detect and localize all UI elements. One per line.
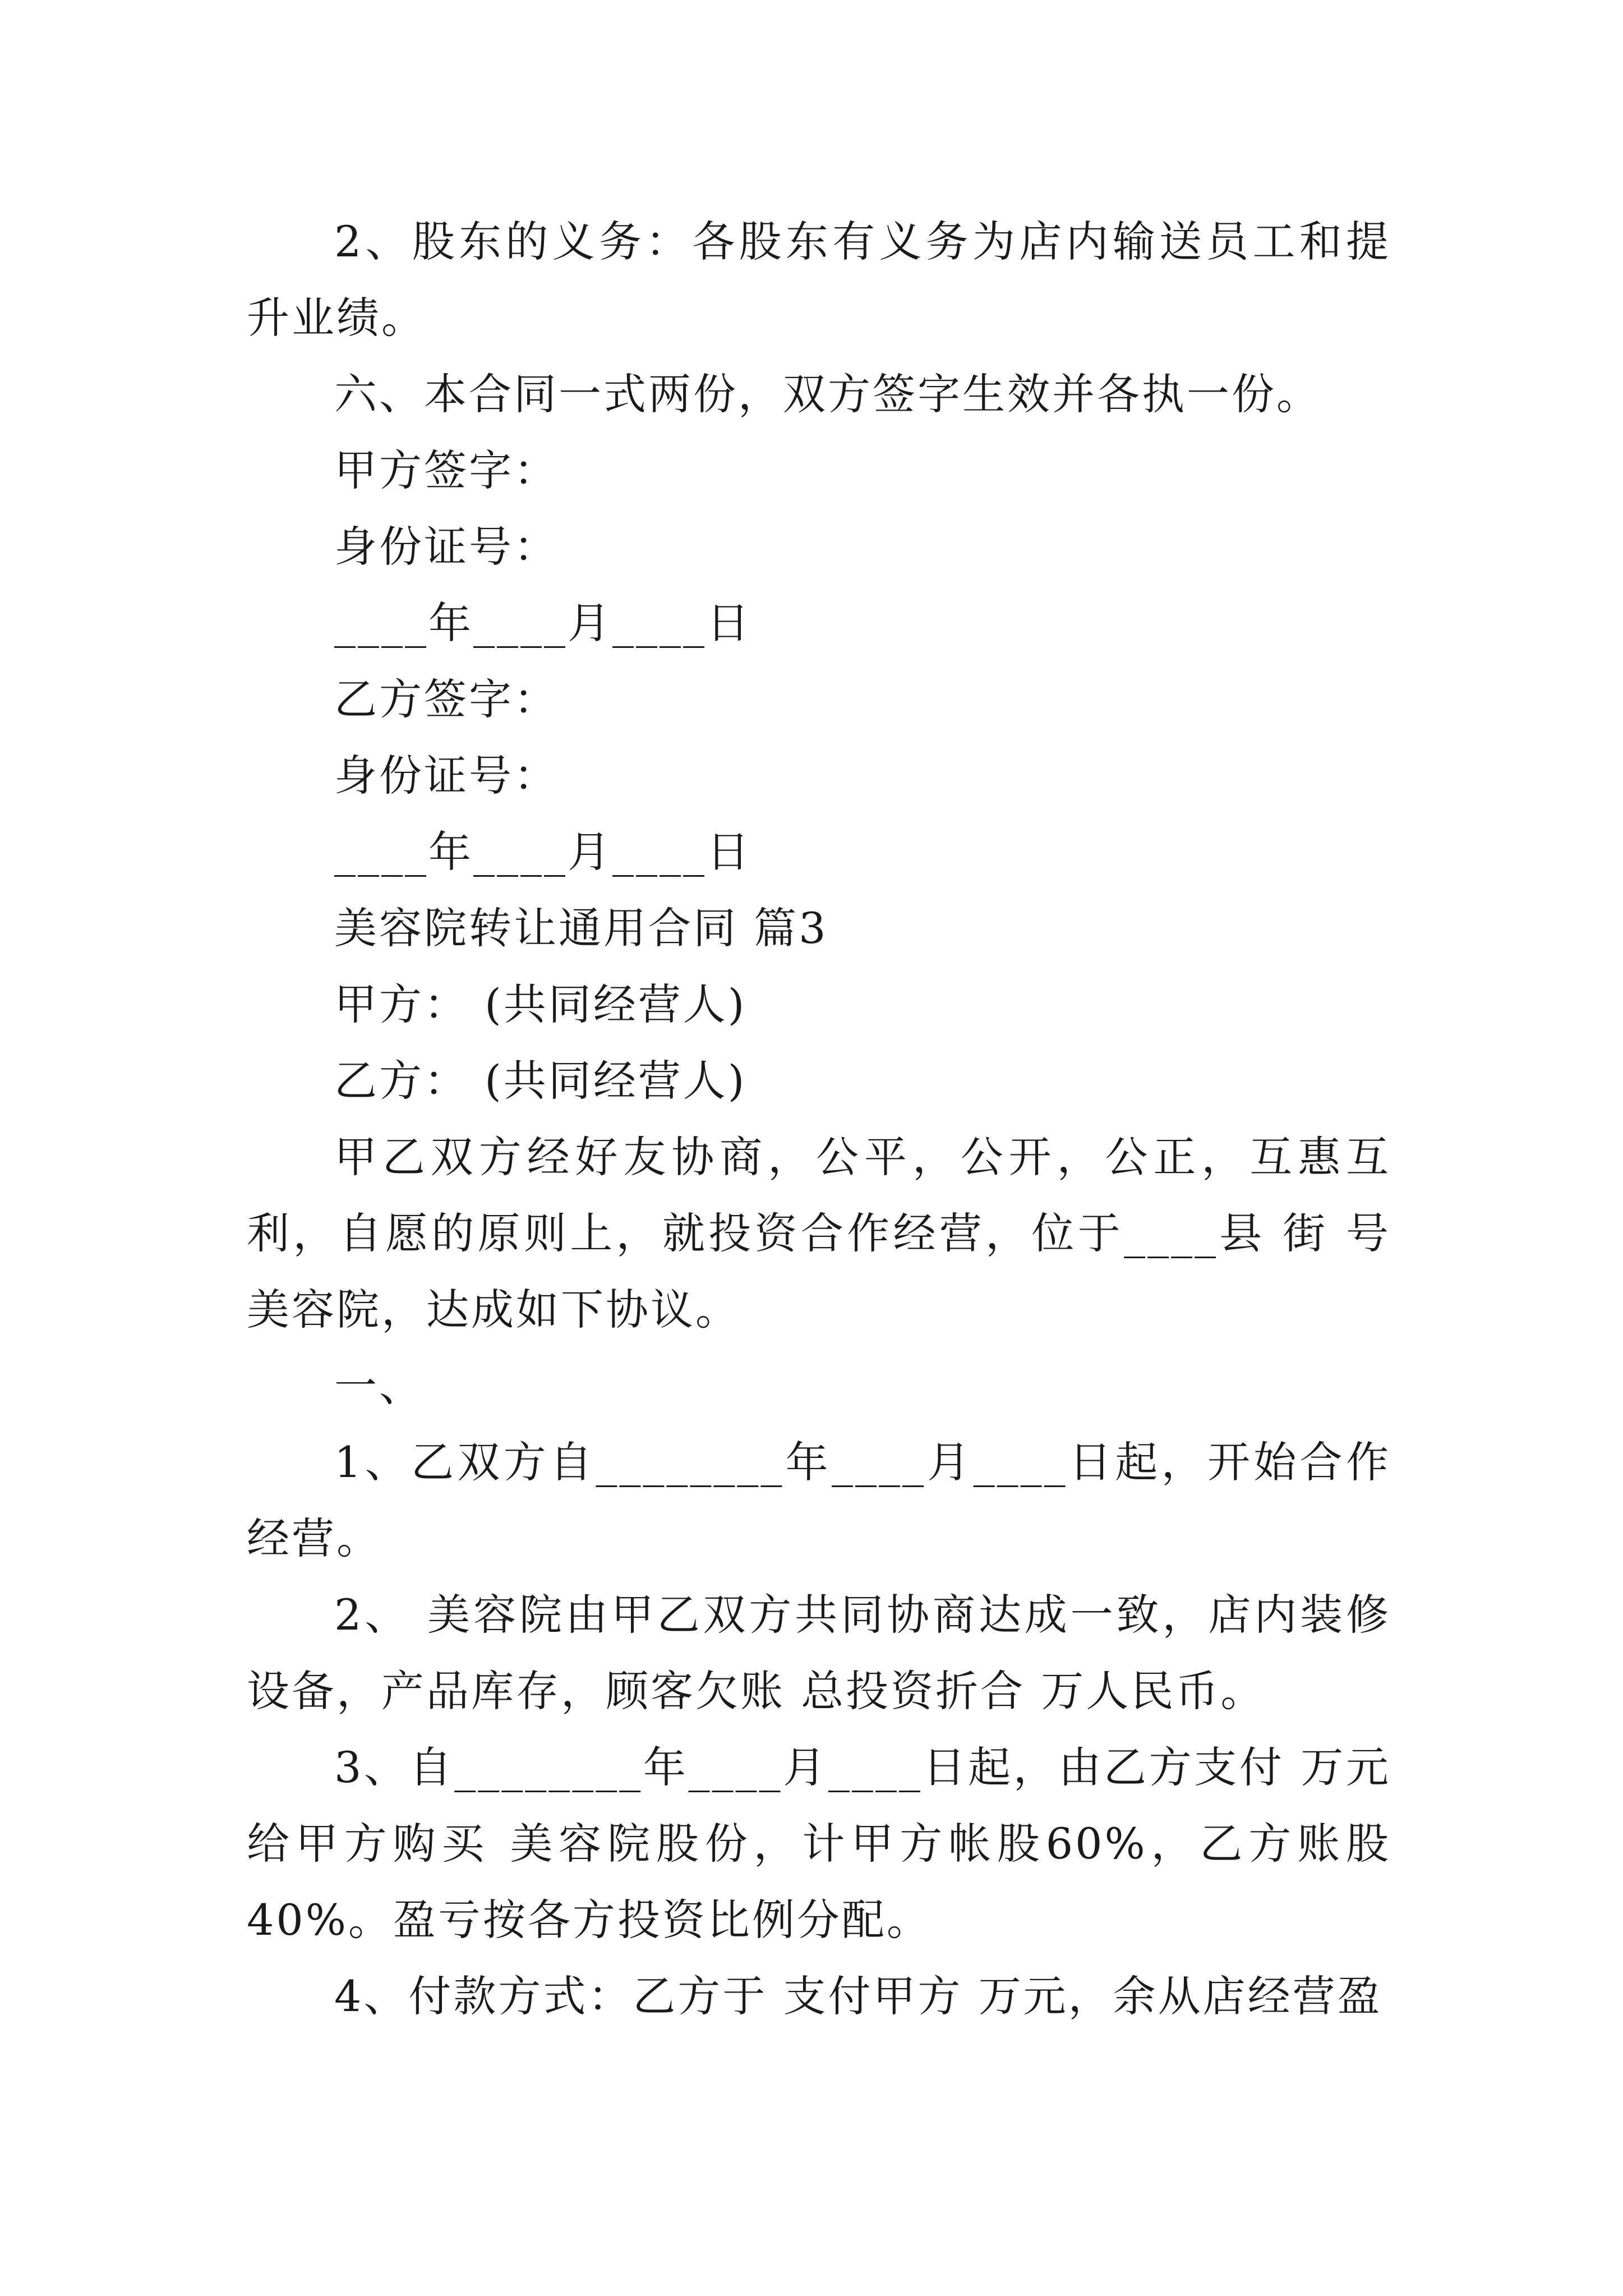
party-b-line: 乙方： (共同经营人) <box>334 1056 747 1106</box>
paragraph-contract-copies: 六、本合同一式两份，双方签字生效并各执一份。 <box>334 369 1321 419</box>
party-b-signature-label: 乙方签字： <box>334 674 559 724</box>
clause-heading-one: 一、 <box>334 1361 424 1411</box>
party-a-date-line: ____年____月____日 <box>334 598 751 648</box>
clause-1-start-date: 1、乙双方自________年____月____日起，开始合作经营。 <box>247 1437 1391 1563</box>
party-a-line: 甲方： (共同经营人) <box>334 979 747 1029</box>
party-b-id-label: 身份证号： <box>334 751 559 800</box>
clause-2-investment: 2、 美容院由甲乙双方共同协商达成一致，店内装修设备，产品库存，顾客欠账 总投资折合 万人民币。 <box>247 1590 1391 1716</box>
party-a-id-label: 身份证号： <box>334 522 559 572</box>
section-title-part-3: 美容院转让通用合同 篇3 <box>334 903 828 953</box>
paragraph-shareholder-duty: 2、股东的义务：各股东有义务为店内输送员工和提升业绩。 <box>247 217 1391 343</box>
document-body <box>247 204 1391 2035</box>
paragraph-agreement-intro: 甲乙双方经好友协商，公平，公开，公正，互惠互利，自愿的原则上，就投资合作经营，位于____县 街 号美容院，达成如下协议。 <box>247 1132 1391 1335</box>
clause-3-shares: 3、自________年____月____日起，由乙方支付 万元给甲方购买 美容院股份，计甲方帐股60%，乙方账股40%。盈亏按各方投资比例分配。 <box>247 1742 1391 1945</box>
clause-4-payment: 4、付款方式：乙方于 支付甲方 万元，余从店经营盈 <box>334 1971 1382 2021</box>
party-a-signature-label: 甲方签字： <box>334 445 559 495</box>
party-b-date-line: ____年____月____日 <box>334 827 751 877</box>
